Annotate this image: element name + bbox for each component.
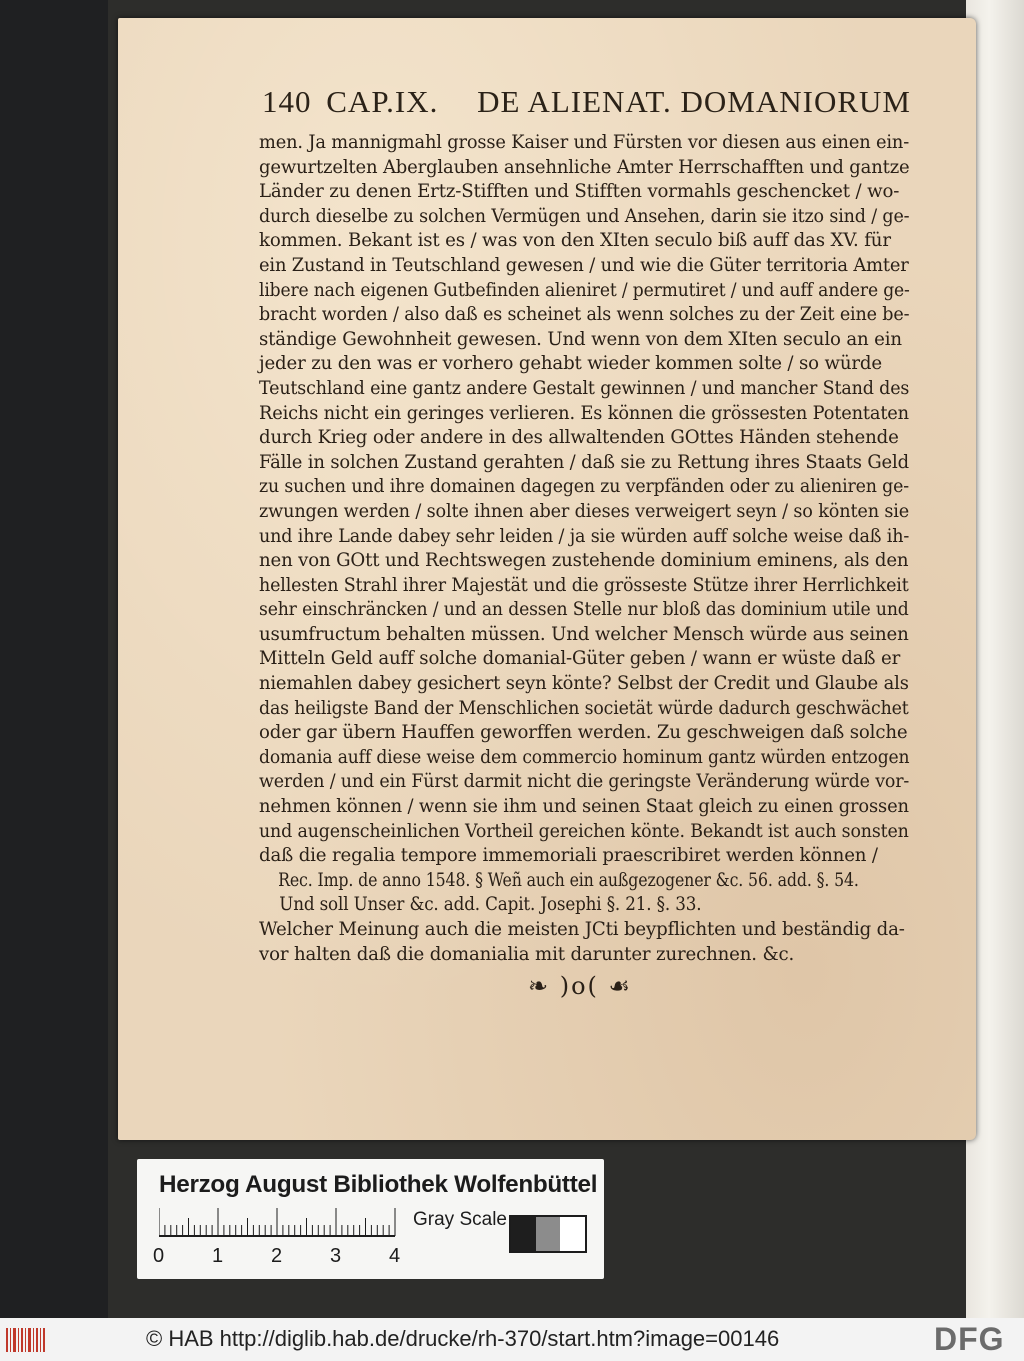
copyright-link[interactable]: © HAB http://diglib.hab.de/drucke/rh-370/start.htm?image=00146 [146,1326,780,1351]
text-line: ein Zustand in Teutschland gewesen / und wie die Güter territoria Amter [259,254,909,276]
text-line: nen von GOtt und Rechtswegen zustehende dominium eminens, als den [259,550,909,572]
text-line: und augenscheinlichen Vortheil gereichen könte. Bekandt ist auch sonsten [259,820,909,842]
grayscale-swatch-mid [536,1217,561,1251]
text-line: durch dieselbe zu solchen Vermügen und Ansehen, darin sie itzo sind / ge- [259,205,910,227]
text-line: Länder zu denen Ertz-Stifften und Stifften vormahls geschencket / wo- [259,181,900,203]
text-line: durch Krieg oder andere in des allwaltenden GOttes Händen stehende [259,427,899,449]
text-line: domania auff diese weise dem commercio hominum gantz würden entzogen [259,746,910,768]
text-line: zu suchen und ihre domainen dagegen zu verpfänden oder zu alieniren ge- [259,476,910,498]
grayscale-label: Gray Scale [413,1209,507,1230]
grayscale-swatch-dark [511,1217,536,1251]
text-line: daß die regalia tempore immemoriali praescribiret werden können / [259,845,878,867]
text-line: zwungen werden / solte ihnen aber dieses verweigert seyn / so könten sie [259,500,910,522]
dfg-logo: DFG [934,1321,1005,1357]
text-line: jeder zu den was er vorhero gehabt wieder kommen solte / so würde [259,353,882,375]
ruler-number: 4 [389,1245,401,1267]
ruler-number: 3 [330,1245,342,1267]
text-line: hellesten Strahl ihrer Majestät und die grösseste Stütze ihrer Herrlichkeit [259,574,909,596]
scale-ruler [159,1207,409,1237]
library-card [137,1159,604,1279]
text-line: oder gar übern Hauffen geworffen werden. Zu geschweigen daß solche [259,722,908,744]
text-line: Rec. Imp. de anno 1548. § Weñ auch ein außgezogener &c. 56. add. §. 54. [278,869,859,891]
text-line: Reichs nicht ein geringes verlieren. Es können die grössesten Potentaten [259,402,909,424]
text-line: Fälle in solchen Zustand gerahten / daß sie zu Rettung ihres Staats Geld [259,451,909,473]
text-line: Teutschland eine gantz andere Gestalt gewinnen / und mancher Stand des [259,377,910,399]
ruler-number: 0 [153,1245,165,1267]
footer-bar [0,1318,1024,1361]
ruler-numbers [153,1245,413,1269]
text-line: Mitteln Geld auff solche domanial-Güter geben / wann er wüste daß er [259,648,901,670]
text-line: men. Ja mannigmahl grosse Kaiser und Fürsten vor diesen aus einen ein- [259,132,910,153]
page-header [262,84,911,128]
chapter-label: CAP.IX. [326,84,439,119]
body-text [259,131,911,967]
library-name: Herzog August Bibliothek Wolfenbüttel [159,1171,598,1198]
text-line: niemahlen dabey gesichert seyn könte? Selbst der Credit und Glaube als [259,673,909,695]
grayscale-swatches [509,1215,587,1253]
text-line: nehmen können / wenn sie ihm und seinen Staat gleich zu einen grossen [259,796,909,818]
running-title: DE ALIENAT. DOMANIORUM [477,84,911,119]
barcode-icon [6,1326,46,1354]
text-line: gewurtzelten Aberglauben ansehnliche Amter Herrschafften und gantze [259,156,910,178]
text-line: usumfructum behalten müssen. Und welcher Mensch würde aus seinen [259,623,909,645]
text-line: und ihre Lande dabey sehr leiden / ja sie würden auff solche weise daß ih- [259,525,910,547]
text-line: das heiligste Band der Menschlichen societät würde dadurch geschwächet [259,697,909,719]
text-line: ständige Gewohnheit gewesen. Und wenn von dem XIten seculo an ein [259,328,902,350]
text-line: sehr einschräncken / und an dessen Stelle nur bloß das dominium utile und [259,599,909,621]
text-line: Welcher Meinung auch die meisten JCti beypflichten und beständig da- [259,919,905,940]
text-line: kommen. Bekant ist es / was von den XIten seculo biß auff das XV. für [259,230,891,252]
ornament-divider: ❧ )o( ☙ [527,972,633,1000]
text-line: werden / und ein Fürst darmit nicht die geringste Veränderung würde vor- [259,771,910,793]
text-line: libere nach eigenen Gutbefinden alieniret / permutiret / und auff andere ge- [259,279,910,301]
page-number: 140 [262,84,312,119]
text-line: bracht worden / also daß es scheinet als wenn solches zu der Zeit eine be- [259,304,910,326]
grayscale-swatch-light [560,1217,585,1251]
ruler-number: 2 [271,1245,283,1267]
text-line: Und soll Unser &c. add. Capit. Josephi §. 21. §. 33. [279,894,702,916]
ruler-number: 1 [212,1245,224,1267]
left-border-strip [0,0,108,1318]
text-line: vor halten daß die domanialia mit darunter zurechnen. &c. [259,943,795,965]
